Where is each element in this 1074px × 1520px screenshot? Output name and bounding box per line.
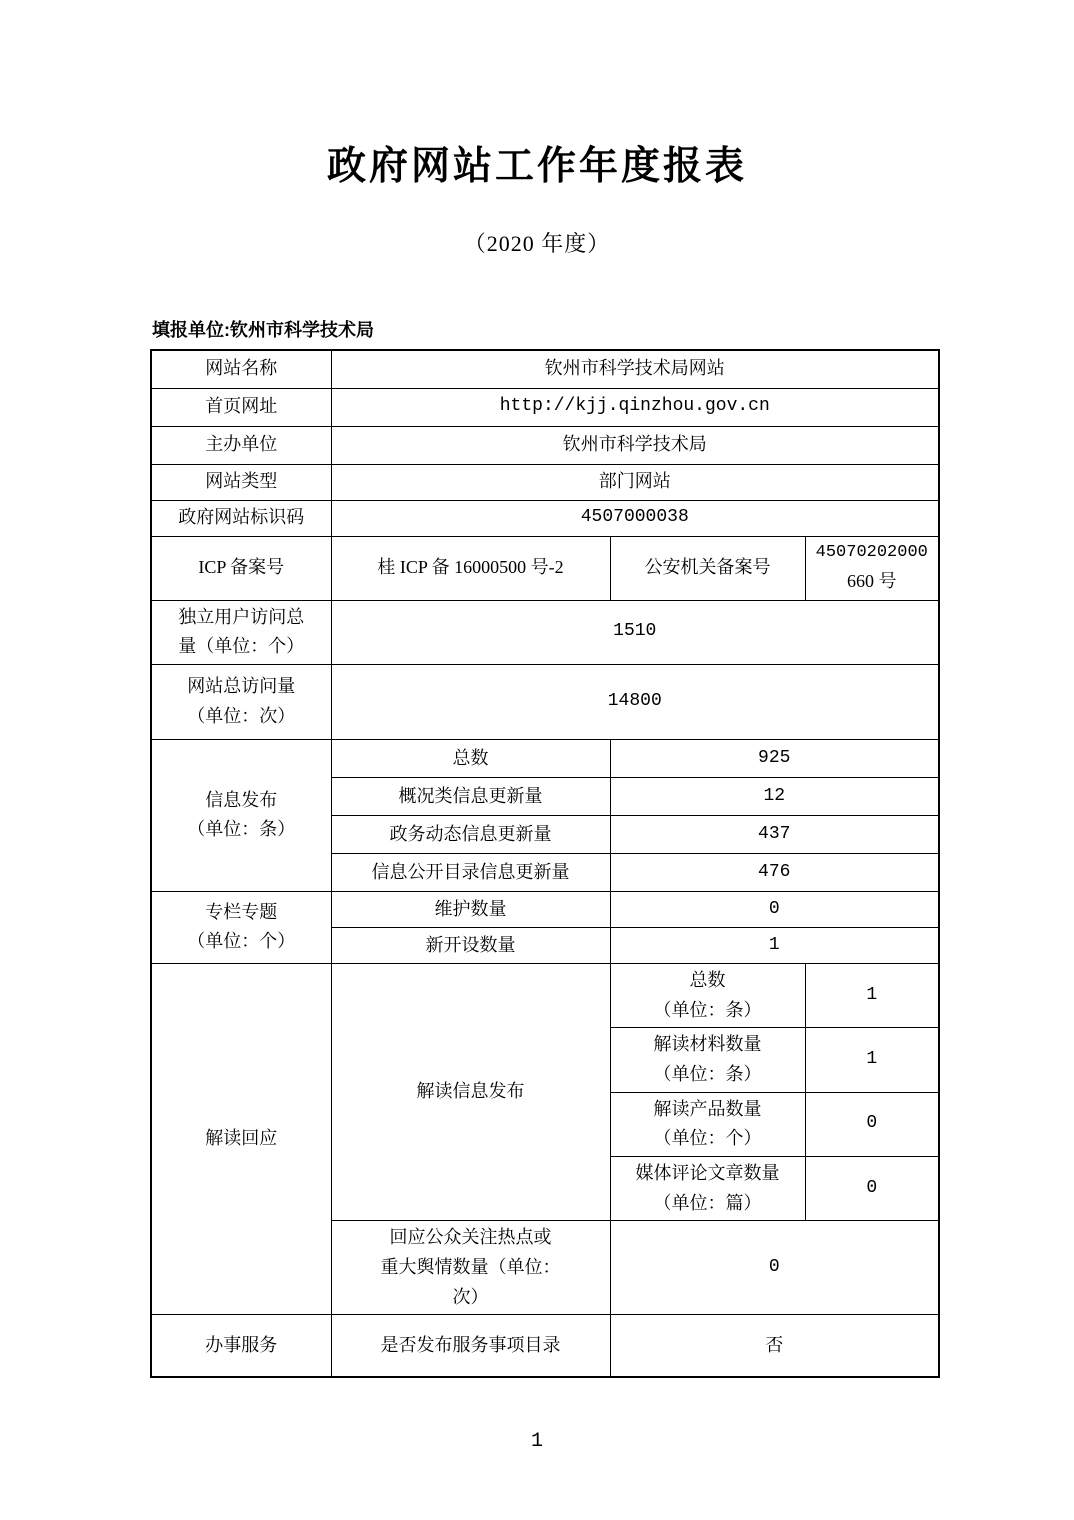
page-subtitle: （2020 年度）	[463, 231, 611, 256]
unique-visitors-label: 独立用户访问总 量（单位：个）	[151, 600, 331, 664]
site-type-label: 网站类型	[151, 464, 331, 500]
info-publish-item-value: 476	[610, 853, 939, 891]
table-row	[151, 891, 939, 927]
interpretation-item-label: 媒体评论文章数量 （单位：篇）	[610, 1157, 805, 1221]
info-publish-item-label: 总数	[331, 739, 610, 777]
page-title: 政府网站工作年度报表	[326, 145, 747, 188]
interpretation-item-value: 0	[805, 1092, 939, 1156]
table-row	[151, 388, 939, 426]
police-filing-value-line2: 660 号	[847, 571, 897, 592]
services-item-value: 否	[610, 1315, 939, 1377]
table-row	[151, 464, 939, 500]
total-visits-value: 14800	[331, 664, 939, 739]
interpretation-publish-label: 解读信息发布	[331, 963, 610, 1221]
table-row	[151, 1315, 939, 1377]
response-label: 回应公众关注热点或 重大舆情数量（单位： 次）	[331, 1221, 610, 1315]
special-topics-item-value: 1	[610, 927, 939, 963]
info-publish-item-label: 概况类信息更新量	[331, 777, 610, 815]
site-code-value: 4507000038	[331, 500, 939, 536]
services-group-label: 办事服务	[151, 1315, 331, 1377]
table-row	[151, 350, 939, 388]
interpretation-item-value: 1	[805, 1028, 939, 1092]
special-topics-group-label: 专栏专题 （单位：个）	[151, 891, 331, 963]
table-row	[151, 500, 939, 536]
table-row	[151, 536, 939, 600]
info-publish-item-label: 信息公开目录信息更新量	[331, 853, 610, 891]
services-item-label: 是否发布服务事项目录	[331, 1315, 610, 1377]
sponsor-label: 主办单位	[151, 426, 331, 464]
reporting-unit-label: 填报单位:钦州市科学技术局	[152, 320, 374, 340]
info-publish-item-value: 12	[610, 777, 939, 815]
interpretation-item-label: 解读材料数量 （单位：条）	[610, 1028, 805, 1092]
total-visits-label: 网站总访问量 （单位：次）	[151, 664, 331, 739]
special-topics-item-label: 新开设数量	[331, 927, 610, 963]
info-publish-group-label: 信息发布 （单位：条）	[151, 739, 331, 891]
table-row	[151, 664, 939, 739]
table-row	[151, 600, 939, 664]
site-name-label: 网站名称	[151, 350, 331, 388]
info-publish-item-label: 政务动态信息更新量	[331, 815, 610, 853]
interpretation-item-value: 1	[805, 963, 939, 1027]
unique-visitors-value: 1510	[331, 600, 939, 664]
site-type-value: 部门网站	[331, 464, 939, 500]
home-url-value: http://kjj.qinzhou.gov.cn	[331, 388, 939, 426]
interpretation-item-label: 总数 （单位：条）	[610, 963, 805, 1027]
site-code-label: 政府网站标识码	[151, 500, 331, 536]
info-publish-item-value: 925	[610, 739, 939, 777]
special-topics-item-value: 0	[610, 891, 939, 927]
table-row	[151, 739, 939, 777]
response-value: 0	[610, 1221, 939, 1315]
info-publish-item-value: 437	[610, 815, 939, 853]
special-topics-item-label: 维护数量	[331, 891, 610, 927]
home-url-label: 首页网址	[151, 388, 331, 426]
annual-report-table	[150, 349, 940, 1378]
police-filing-value	[805, 536, 939, 600]
table-row	[151, 426, 939, 464]
sponsor-value: 钦州市科学技术局	[331, 426, 939, 464]
icp-label: ICP 备案号	[151, 536, 331, 600]
page-number: 1	[530, 1429, 543, 1453]
interpretation-group-label: 解读回应	[151, 963, 331, 1315]
police-filing-value-line1: 45070202000	[815, 543, 928, 563]
table-row	[151, 963, 939, 1027]
icp-value: 桂 ICP 备 16000500 号-2	[331, 536, 610, 600]
site-name-value: 钦州市科学技术局网站	[331, 350, 939, 388]
interpretation-item-value: 0	[805, 1157, 939, 1221]
police-filing-label: 公安机关备案号	[610, 536, 805, 600]
interpretation-item-label: 解读产品数量 （单位：个）	[610, 1092, 805, 1156]
